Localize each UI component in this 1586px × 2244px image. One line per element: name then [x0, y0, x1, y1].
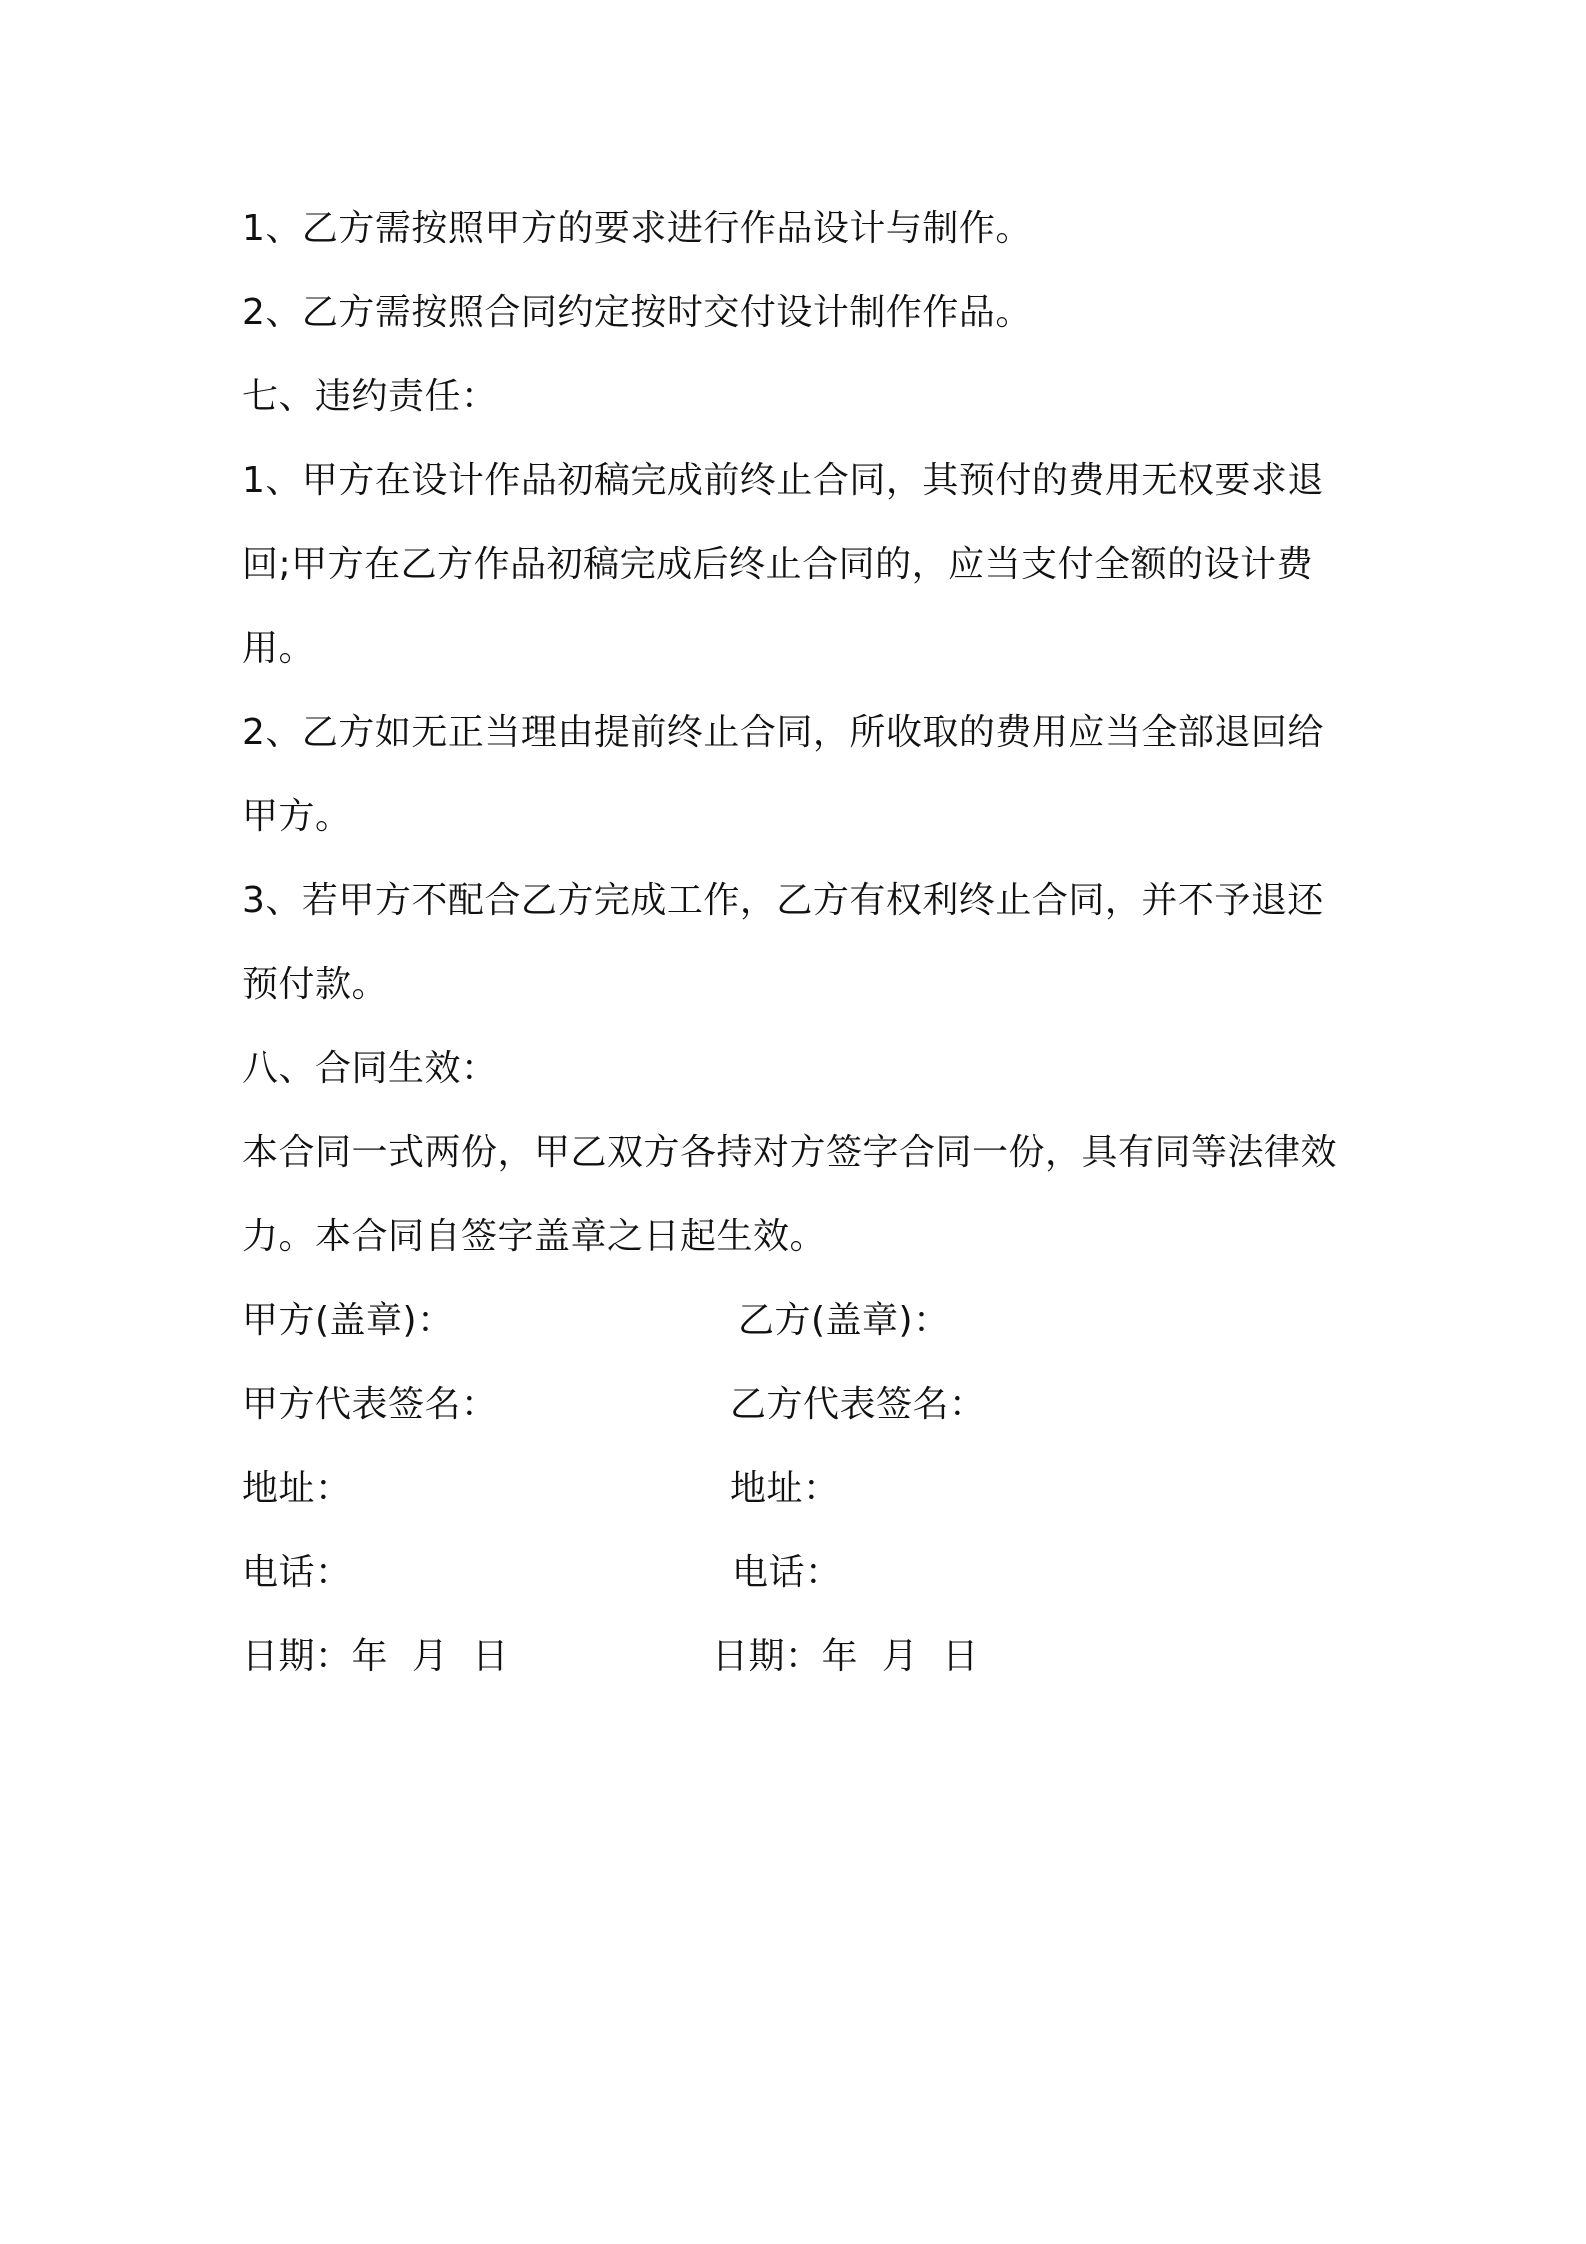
effect-paragraph-line-1: 本合同一式两份，甲乙双方各持对方签字合同一份，具有同等法律效 — [242, 1132, 1338, 1173]
party-a-phone-label: 电话： — [242, 1552, 352, 1593]
party-a-date-label: 日期：年 月 日 — [242, 1636, 509, 1677]
liability-clause-2-line-1: 2、乙方如无正当理由提前终止合同，所收取的费用应当全部退回给 — [242, 712, 1324, 753]
liability-clause-3-line-2: 预付款。 — [242, 964, 389, 1005]
liability-clause-3-line-1: 3、若甲方不配合乙方完成工作，乙方有权利终止合同，并不予退还 — [242, 880, 1324, 921]
liability-clause-1-line-3: 用。 — [242, 628, 316, 669]
section-heading-liability: 七、违约责任： — [242, 376, 498, 417]
clause-b-1: 1、乙方需按照甲方的要求进行作品设计与制作。 — [242, 208, 1032, 249]
party-a-seal-label: 甲方(盖章)： — [242, 1300, 454, 1341]
liability-clause-1-line-1: 1、甲方在设计作品初稿完成前终止合同，其预付的费用无权要求退 — [242, 460, 1324, 501]
party-b-date-label: 日期：年 月 日 — [712, 1636, 979, 1677]
liability-clause-1-line-2: 回;甲方在乙方作品初稿完成后终止合同的，应当支付全额的设计费 — [242, 544, 1314, 585]
party-a-address-label: 地址： — [242, 1468, 352, 1509]
party-b-rep-label: 乙方代表签名： — [730, 1384, 986, 1425]
section-heading-effect: 八、合同生效： — [242, 1048, 498, 1089]
party-a-rep-label: 甲方代表签名： — [242, 1384, 498, 1425]
party-b-phone-label: 电话： — [732, 1552, 842, 1593]
effect-paragraph-line-2: 力。本合同自签字盖章之日起生效。 — [242, 1216, 827, 1257]
party-b-seal-label: 乙方(盖章)： — [738, 1300, 950, 1341]
clause-b-2: 2、乙方需按照合同约定按时交付设计制作作品。 — [242, 292, 1032, 333]
liability-clause-2-line-2: 甲方。 — [242, 796, 352, 837]
party-b-address-label: 地址： — [730, 1468, 840, 1509]
